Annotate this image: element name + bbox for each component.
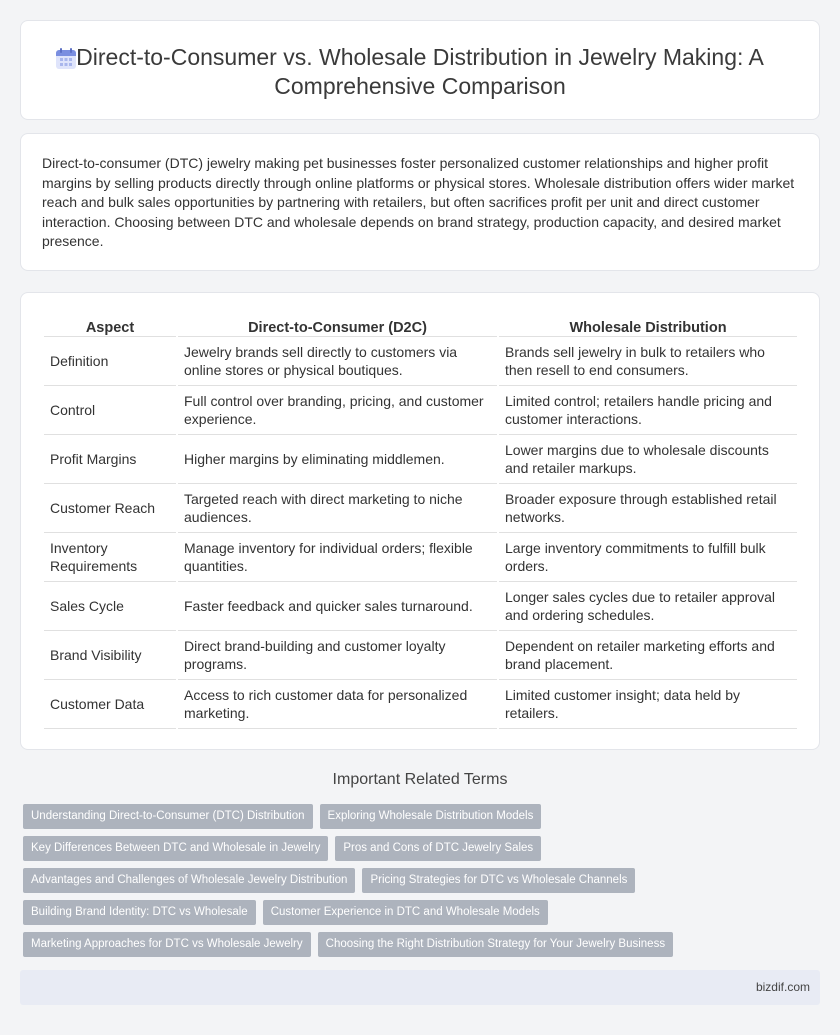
cell-d2c: Access to rich customer data for personalized marketing. <box>178 680 497 729</box>
cell-wholesale: Limited control; retailers handle pricing and customer interactions. <box>499 386 797 435</box>
related-term-tag[interactable]: Customer Experience in DTC and Wholesale Models <box>263 900 548 925</box>
table-header-row <box>44 315 797 337</box>
cell-wholesale: Large inventory commitments to fulfill bulk orders. <box>499 533 797 582</box>
related-term-tag[interactable]: Understanding Direct-to-Consumer (DTC) Distribution <box>23 804 313 829</box>
related-term-tag[interactable]: Pros and Cons of DTC Jewelry Sales <box>335 836 541 861</box>
cell-aspect: Inventory Requirements <box>44 533 176 582</box>
column-header-aspect: Aspect <box>44 315 176 337</box>
cell-d2c: Manage inventory for individual orders; flexible quantities. <box>178 533 497 582</box>
table-row <box>44 631 797 680</box>
intro-card <box>20 133 820 271</box>
cell-aspect: Profit Margins <box>44 435 176 484</box>
cell-aspect: Definition <box>44 337 176 386</box>
page-title: Direct-to-Consumer vs. Wholesale Distribution in Jewelry Making: A Comprehensive Comparison <box>76 44 764 99</box>
table-row <box>44 582 797 631</box>
table-row <box>44 680 797 729</box>
related-terms-list <box>23 804 803 964</box>
cell-aspect: Customer Data <box>44 680 176 729</box>
comparison-table-card <box>20 292 820 750</box>
table-row <box>44 337 797 386</box>
related-term-tag[interactable]: Advantages and Challenges of Wholesale Jewelry Distribution <box>23 868 355 893</box>
table-row <box>44 533 797 582</box>
cell-wholesale: Brands sell jewelry in bulk to retailers who then resell to end consumers. <box>499 337 797 386</box>
footer-site-link[interactable]: bizdif.com <box>755 980 810 994</box>
related-term-tag[interactable]: Building Brand Identity: DTC vs Wholesale <box>23 900 256 925</box>
cell-d2c: Jewelry brands sell directly to customers via online stores or physical boutiques. <box>178 337 497 386</box>
table-row <box>44 386 797 435</box>
cell-aspect: Control <box>44 386 176 435</box>
column-header-wholesale: Wholesale Distribution <box>499 315 797 337</box>
table-row <box>44 435 797 484</box>
related-terms-heading: Important Related Terms <box>332 771 508 788</box>
related-term-tag[interactable]: Exploring Wholesale Distribution Models <box>320 804 542 829</box>
table-row <box>44 484 797 533</box>
cell-d2c: Full control over branding, pricing, and customer experience. <box>178 386 497 435</box>
cell-d2c: Faster feedback and quicker sales turnaround. <box>178 582 497 631</box>
related-term-tag[interactable]: Key Differences Between DTC and Wholesale in Jewelry <box>23 836 328 861</box>
comparison-table <box>42 315 799 729</box>
intro-paragraph: Direct-to-consumer (DTC) jewelry making pet businesses foster personalized customer relationships and higher profit margins by selling products directly through online platforms or physical stores. Wholesale distribution offers wider market reach and bulk sales opportunities by partnering with retailers, but often sacrifices profit per unit and direct customer interaction. Choosing between DTC and wholesale depends on brand strategy, production capacity, and desired market presence. <box>42 155 795 250</box>
cell-wholesale: Longer sales cycles due to retailer approval and ordering schedules. <box>499 582 797 631</box>
cell-aspect: Sales Cycle <box>44 582 176 631</box>
cell-wholesale: Dependent on retailer marketing efforts and brand placement. <box>499 631 797 680</box>
related-term-tag[interactable]: Choosing the Right Distribution Strategy for Your Jewelry Business <box>318 932 673 957</box>
footer <box>20 970 820 1005</box>
related-term-tag[interactable]: Marketing Approaches for DTC vs Wholesale Jewelry <box>23 932 311 957</box>
cell-aspect: Customer Reach <box>44 484 176 533</box>
cell-d2c: Targeted reach with direct marketing to niche audiences. <box>178 484 497 533</box>
cell-wholesale: Limited customer insight; data held by retailers. <box>499 680 797 729</box>
cell-d2c: Higher margins by eliminating middlemen. <box>178 435 497 484</box>
cell-d2c: Direct brand-building and customer loyalty programs. <box>178 631 497 680</box>
header-card <box>20 20 820 120</box>
related-term-tag[interactable]: Pricing Strategies for DTC vs Wholesale Channels <box>362 868 635 893</box>
cell-wholesale: Lower margins due to wholesale discounts and retailer markups. <box>499 435 797 484</box>
column-header-d2c: Direct-to-Consumer (D2C) <box>178 315 497 337</box>
cell-aspect: Brand Visibility <box>44 631 176 680</box>
cell-wholesale: Broader exposure through established retail networks. <box>499 484 797 533</box>
